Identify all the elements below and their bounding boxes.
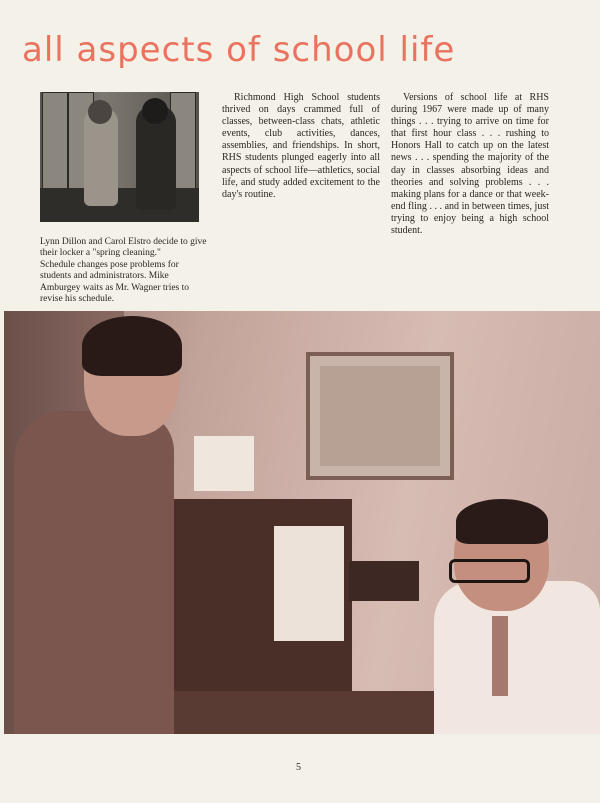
body-paragraph: Richmond High School students thrived on days crammed full of classes, between-class chats, athletic events, club activities, dances, assemblies, and friendships. In short, RHS students plunged eagerly into all aspects of school life—athletics, social life, and study added excitement to the day's routine. [222,92,380,200]
tie [492,616,508,696]
body-column-1 [222,92,380,201]
schedule-photo-caption: Schedule changes pose problems for students and administrators. Mike Amburgey waits as Mr. Wagner tries to revise his schedule. [40,260,190,304]
student-figure [14,411,174,734]
glasses-icon [449,559,530,583]
student-hair [82,316,182,376]
paper-stack [194,436,254,491]
body-column-2 [391,92,549,237]
student-head [142,98,168,124]
student-head [88,100,112,124]
locker-photo [40,92,199,222]
locker-photo-caption: Lynn Dillon and Carol Elstro decide to give their locker a "spring cleaning." [40,237,207,259]
schedule-photo [4,311,600,734]
page-number: 5 [296,762,301,773]
body-paragraph: Versions of school life at RHS during 1967 were made up of many things . . . trying to arrive on time for that first hour class . . . rushing to Honors Hall to catch up on the latest news . . . spending the majority of the day in classes absorbing ideas and theories and solving problems . . . making plans for a dance or that week-end fling . . . and in between times, just trying to enjoy being a high school student. [391,92,549,237]
projector [349,561,419,601]
desk [154,691,454,734]
paper-sheet [274,526,344,641]
locker [42,92,68,190]
teacher-hair [456,499,548,544]
framed-picture [306,352,454,480]
page-title: all aspects of school life [22,30,456,70]
